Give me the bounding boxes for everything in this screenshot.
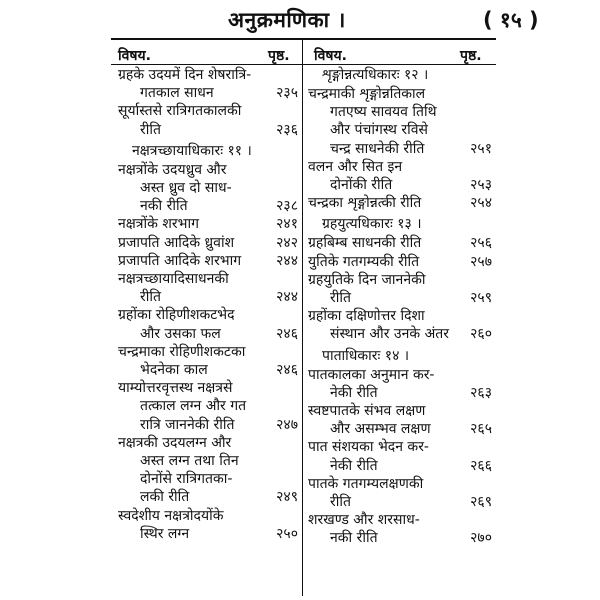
entry-text-line: संस्थान और उनके अंतर: [330, 326, 449, 343]
column-divider: [302, 40, 303, 596]
entry-page-number: २३५: [276, 85, 298, 102]
entry-text-line: अस्त लग्न तथा तिन: [140, 453, 239, 470]
index-entry: [308, 253, 492, 271]
right-subject-heading: विषय.: [314, 48, 347, 64]
entry-page-number: २६६: [470, 457, 492, 474]
index-entry: [308, 511, 492, 547]
index-entry: [308, 158, 492, 194]
index-entry: [118, 434, 298, 507]
index-entry: [308, 402, 492, 438]
entry-text-line: लकी रीति: [140, 489, 190, 506]
entry-page-number: २७०: [470, 530, 492, 547]
left-subject-heading: विषय.: [118, 48, 151, 64]
column-head-rule: [111, 64, 496, 65]
entry-text-line: स्थिर लग्न: [140, 525, 190, 542]
entry-text-line: नेकी रीति: [330, 457, 378, 474]
entry-page-number: २५१: [470, 140, 492, 157]
entry-text-line: रीति: [140, 289, 161, 306]
entry-text-line: नक्षत्रच्छायादिसाधनकी: [118, 271, 229, 288]
entry-page-number: २३८: [276, 198, 298, 215]
index-entry: [118, 215, 298, 233]
section-heading: ग्रहयुत्यधिकारः १३ ।: [322, 216, 422, 233]
entry-text-line: रीति: [140, 121, 161, 138]
entry-text-line: नक्षत्रोंके उदयध्रुव और: [118, 161, 227, 178]
entry-text-line: और उसका फल: [140, 325, 221, 342]
entry-page-number: २६०: [470, 326, 492, 343]
entry-text-line: गतएष्य सावयव तिथि: [330, 104, 437, 121]
entry-text-line: पातके गतगम्यलक्षणकी: [308, 475, 424, 492]
index-entry: [118, 234, 298, 252]
entry-text-line: ग्रहयुतिके दिन जाननेकी: [308, 271, 426, 288]
entry-text-line: वलन और सित इन: [308, 158, 403, 175]
left-page-heading: पृष्ठ.: [268, 48, 290, 64]
entry-text-line: ग्रहोंका रोहिणीशकटभेद: [118, 307, 235, 324]
entry-text-line: गतकाल साधन: [140, 85, 214, 102]
page-number: ( १५ ): [483, 8, 539, 32]
section-heading: पाताधिकारः १४ ।: [322, 347, 410, 364]
entry-text-line: पात संशयका भेदन कर-: [308, 439, 429, 456]
entry-text-line: रीति: [330, 290, 351, 307]
entry-text-line: शरखण्ड और शरसाध-: [308, 512, 420, 529]
right-column: [308, 66, 492, 548]
index-entry: [308, 234, 492, 252]
page-title: अनुक्रमणिका ।: [228, 8, 346, 32]
entry-text-line: याम्योत्तरवृत्तस्थ नक्षत्रसे: [118, 380, 233, 397]
entry-text-line: चन्द्रमाकी शृङ्गोन्नतिकाल: [308, 86, 426, 102]
index-entry: [118, 306, 298, 342]
entry-text-line: और पंचांगस्थ रविसे: [330, 122, 429, 139]
index-entry: [308, 194, 492, 212]
entry-text-line: स्वदेशीय नक्षत्रोदयोंके: [118, 507, 224, 524]
entry-page-number: २४६: [276, 325, 298, 342]
page-header: [0, 6, 600, 40]
entry-text-line: रात्रि जाननेकी रीति: [140, 416, 235, 433]
entry-text-line: ग्रहोंका दक्षिणोत्तर दिशा: [308, 308, 425, 325]
entry-text-line: पातकालका अनुमान कर-: [308, 366, 435, 383]
entry-page-number: २६३: [470, 384, 492, 401]
index-entry: [308, 475, 492, 511]
index-entry: [118, 102, 298, 138]
section-heading: शृङ्गोन्नत्यधिकारः १२ ।: [322, 67, 429, 83]
entry-page-number: २५६: [470, 235, 492, 252]
entry-text-line: दोनोंसे रात्रिगतका-: [140, 471, 233, 488]
entry-page-number: २४१: [276, 216, 298, 233]
entry-page-number: २५७: [470, 253, 492, 270]
right-page-heading: पृष्ठ.: [460, 48, 482, 64]
entry-page-number: २४९: [276, 489, 298, 506]
entry-page-number: २५३: [470, 177, 492, 194]
entry-page-number: २४४: [276, 252, 298, 269]
entry-page-number: २५०: [276, 525, 298, 542]
index-entry: [118, 379, 298, 434]
entry-text-line: नेकी रीति: [330, 384, 378, 401]
index-entry: [118, 252, 298, 270]
entry-page-number: २६९: [470, 494, 492, 511]
header-rule: [111, 38, 496, 40]
entry-text-line: प्रजापति आदिके ध्रुवांश: [118, 234, 235, 251]
entry-page-number: २६५: [470, 421, 492, 438]
entry-text-line: ग्रहके उदयमें दिन शेषरात्रि-: [118, 67, 252, 83]
entry-page-number: २४२: [276, 234, 298, 251]
index-entry: [118, 66, 298, 102]
index-entry: [118, 507, 298, 543]
index-entry: [308, 438, 492, 474]
entry-text-line: तत्काल लग्न और गत: [140, 398, 247, 415]
index-entry: [308, 271, 492, 307]
entry-text-line: नक्षत्रकी उदयलग्न और: [118, 434, 232, 451]
index-entry: [308, 307, 492, 343]
index-entry: [118, 270, 298, 306]
entry-text-line: रीति: [330, 494, 351, 511]
entry-text-line: चन्द्र साधनेकी रीति: [330, 140, 425, 157]
entry-page-number: २५९: [470, 290, 492, 307]
entry-text-line: और असम्भव लक्षण: [330, 421, 431, 438]
entry-page-number: २३६: [276, 121, 298, 138]
entry-text-line: दोनोंकी रीति: [330, 177, 393, 194]
entry-page-number: २५४: [470, 195, 492, 212]
entry-text-line: नकी रीति: [330, 530, 378, 547]
entry-text-line: अस्त ध्रुव दो साध-: [140, 180, 232, 197]
entry-text-line: नकी रीति: [140, 198, 188, 215]
entry-page-number: २४६: [276, 362, 298, 379]
entry-text-line: सूर्यास्तसे रात्रिगतकालकी: [118, 103, 242, 120]
entry-text-line: ग्रहबिम्ब साधनकी रीति: [308, 235, 422, 252]
entry-text-line: प्रजापति आदिके शरभाग: [118, 252, 242, 269]
entry-text-line: स्वष्टपातके संभव लक्षण: [308, 403, 426, 420]
entry-text-line: युतिके गतगम्यकी रीति: [308, 253, 420, 270]
section-heading: नक्षत्रच्छायाधिकारः ११ ।: [132, 142, 252, 159]
index-entry: [118, 161, 298, 216]
index-entry: [308, 85, 492, 158]
entry-text-line: भेदनेका काल: [140, 362, 208, 379]
entry-text-line: चन्द्रका शृङ्गोन्नत्की रीति: [308, 195, 422, 212]
entry-page-number: २४४: [276, 289, 298, 306]
index-entry: [118, 343, 298, 379]
index-entry: [308, 366, 492, 402]
entry-page-number: २४७: [276, 416, 298, 433]
left-column: [118, 66, 298, 543]
entry-text-line: चन्द्रमाका रोहिणीशकटका: [118, 343, 246, 360]
entry-text-line: नक्षत्रोंके शरभाग: [118, 216, 199, 233]
